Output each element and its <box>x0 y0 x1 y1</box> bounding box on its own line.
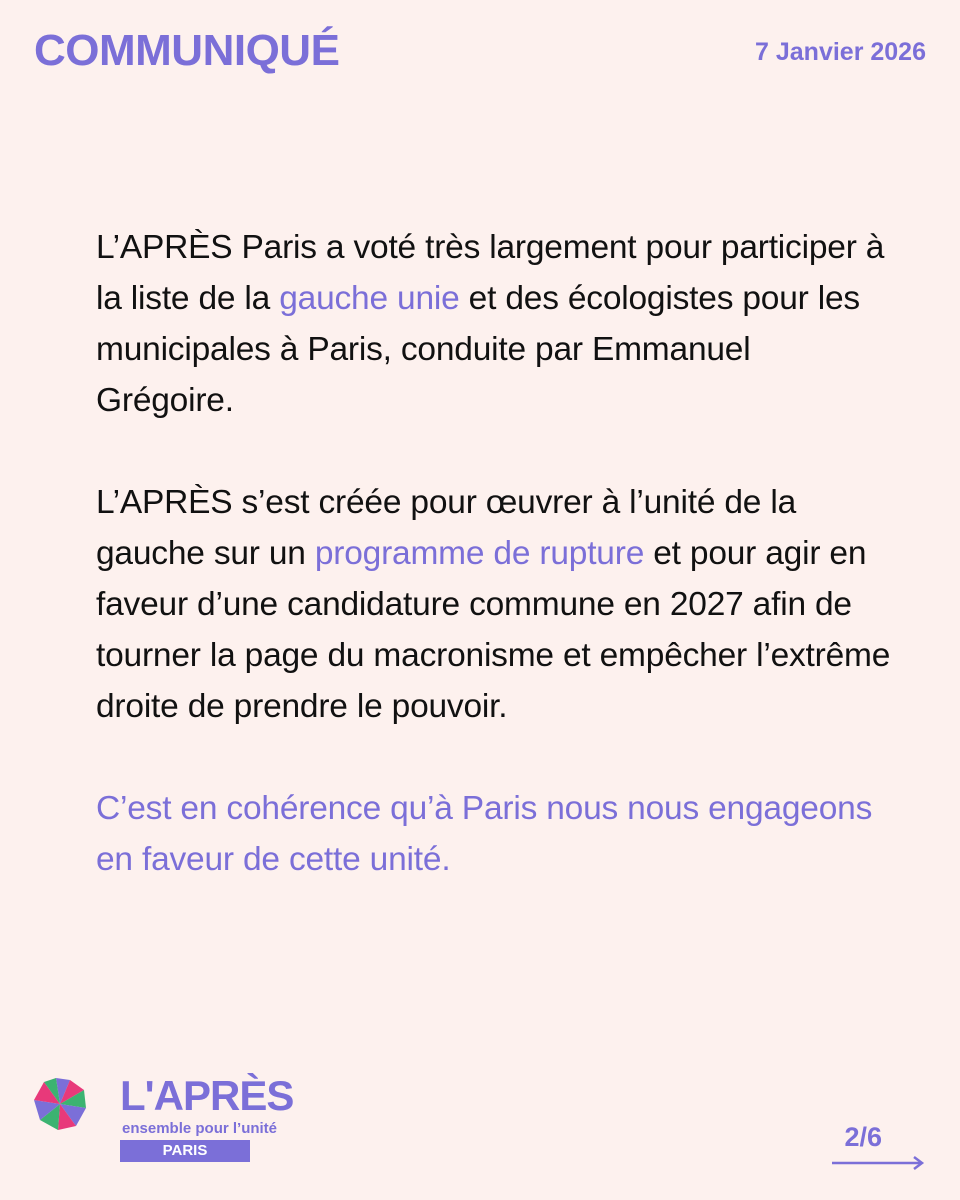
communique-body <box>96 222 896 936</box>
publication-date: 7 Janvier 2026 <box>755 38 926 66</box>
lapres-logo <box>32 1072 294 1172</box>
paragraph-2-text-a: L’APRÈS s’est créée pour œuvrer à l’unité de la gauche sur un <box>96 484 797 572</box>
highlight-gauche-unie: gauche unie <box>279 280 460 317</box>
arrow-right-icon <box>830 1155 926 1171</box>
city-badge: PARIS <box>120 1140 250 1162</box>
pagination <box>830 1122 926 1171</box>
paragraph-2 <box>96 477 896 732</box>
brand-name: L'APRÈS <box>120 1072 294 1119</box>
paragraph-1-text-a: L’APRÈS Paris a voté très largement pour participer à la liste de la <box>96 229 885 317</box>
paragraph-1 <box>96 222 896 426</box>
brand-tagline: ensemble pour l’unité <box>122 1120 278 1137</box>
page-indicator: 2/6 <box>844 1122 882 1152</box>
paragraph-2-text-c: et pour agir en faveur d’une candidature commune en 2027 afin de tourner la page du macronisme et empêcher l’extrême droite de prendre le pouvoir. <box>96 535 891 725</box>
paragraph-3-conclusion: C’est en cohérence qu’à Paris nous nous engageons en faveur de cette unité. <box>96 790 873 878</box>
page-title: COMMUNIQUÉ <box>34 26 340 75</box>
paragraph-1-text-c: et des écologistes pour les municipales à Paris, conduite par Emmanuel Grégoire. <box>96 280 860 419</box>
pinwheel-logo-icon <box>32 1076 88 1132</box>
highlight-programme-de-rupture: programme de rupture <box>314 535 645 572</box>
